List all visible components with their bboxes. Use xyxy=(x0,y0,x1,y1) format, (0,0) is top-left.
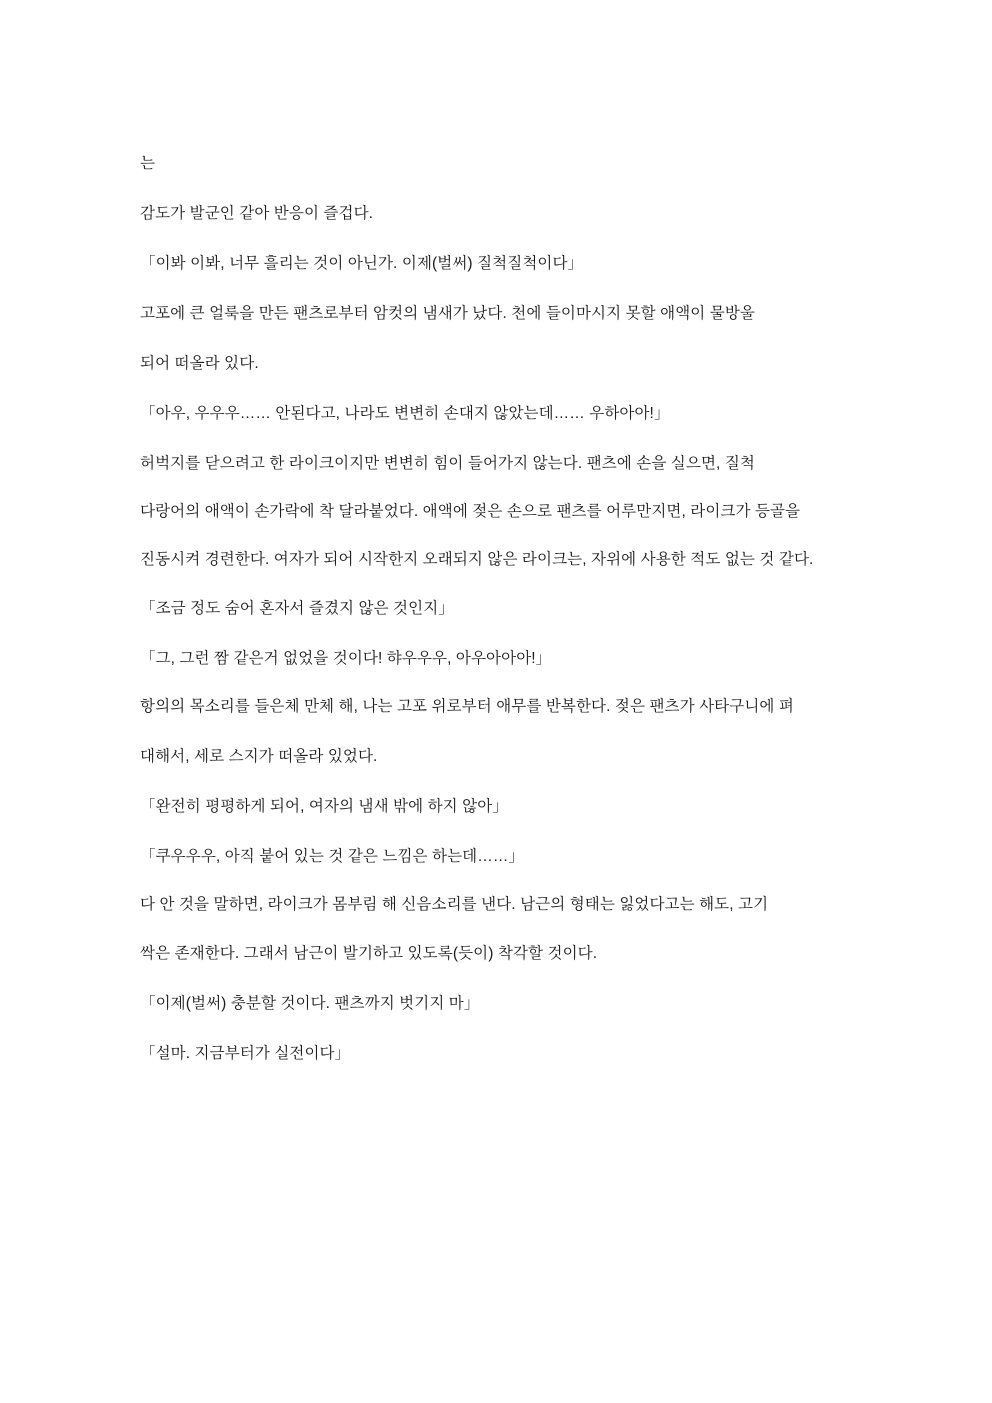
document-body xyxy=(140,152,856,1066)
dialogue-line: 「이제(벌써) 충분할 것이다. 팬츠까지 벗기지 마」 xyxy=(140,995,480,1013)
paragraph: 고포에 큰 얼룩을 만든 팬츠로부터 암컷의 냄새가 났다. 천에 들이마시지 못할 애액이 물방울 xyxy=(140,305,755,323)
paragraph: 는 xyxy=(140,155,156,172)
paragraph: 싹은 존재한다. 그래서 남근이 발기하고 있도록(듯이) 착각할 것이다. xyxy=(140,945,598,963)
paragraph: 다 안 것을 말하면, 라이크가 몸부림 해 신음소리를 낸다. 남근의 형태는 잃었다고는 해도, 고기 xyxy=(140,895,769,913)
dialogue-line: 「설마. 지금부터가 실전이다」 xyxy=(140,1045,351,1063)
paragraph: 되어 떠올라 있다. xyxy=(140,355,259,373)
dialogue-line: 「완전히 평평하게 되어, 여자의 냄새 밖에 하지 않아」 xyxy=(140,797,508,815)
paragraph: 진동시켜 경련한다. 여자가 되어 시작한지 오래되지 않은 라이크는, 자위에 사용한 적도 없는 것 같다. xyxy=(140,550,814,568)
dialogue-line: 「그, 그런 짬 같은거 없었을 것이다! 햐우우우, 아우아아아!」 xyxy=(140,650,552,668)
dialogue-line: 「아우, 우우우…… 안된다고, 나라도 변변히 손대지 않았는데…… 우하아아!」 xyxy=(140,405,670,423)
dialogue-line: 「쿠우우우, 아직 붙어 있는 것 같은 느낌은 하는데……」 xyxy=(140,847,525,865)
paragraph: 허벅지를 닫으려고 한 라이크이지만 변변히 힘이 들어가지 않는다. 팬츠에 손을 실으면, 질척 xyxy=(140,455,755,473)
paragraph: 대해서, 세로 스지가 떠올라 있었다. xyxy=(140,747,378,765)
dialogue-line: 「이봐 이봐, 너무 흘리는 것이 아닌가. 이제(벌써) 질척질척이다」 xyxy=(140,255,584,273)
dialogue-line: 「조금 정도 숨어 혼자서 즐겼지 않은 것인지」 xyxy=(140,600,454,618)
paragraph: 감도가 발군인 같아 반응이 즐겁다. xyxy=(140,205,374,223)
paragraph: 항의의 목소리를 들은체 만체 해, 나는 고포 위로부터 애무를 반복한다. 젖은 팬츠가 사타구니에 펴 xyxy=(140,698,794,716)
paragraph: 다랑어의 애액이 손가락에 착 달라붙었다. 애액에 젖은 손으로 팬츠를 어루만지면, 라이크가 등골을 xyxy=(140,503,801,521)
